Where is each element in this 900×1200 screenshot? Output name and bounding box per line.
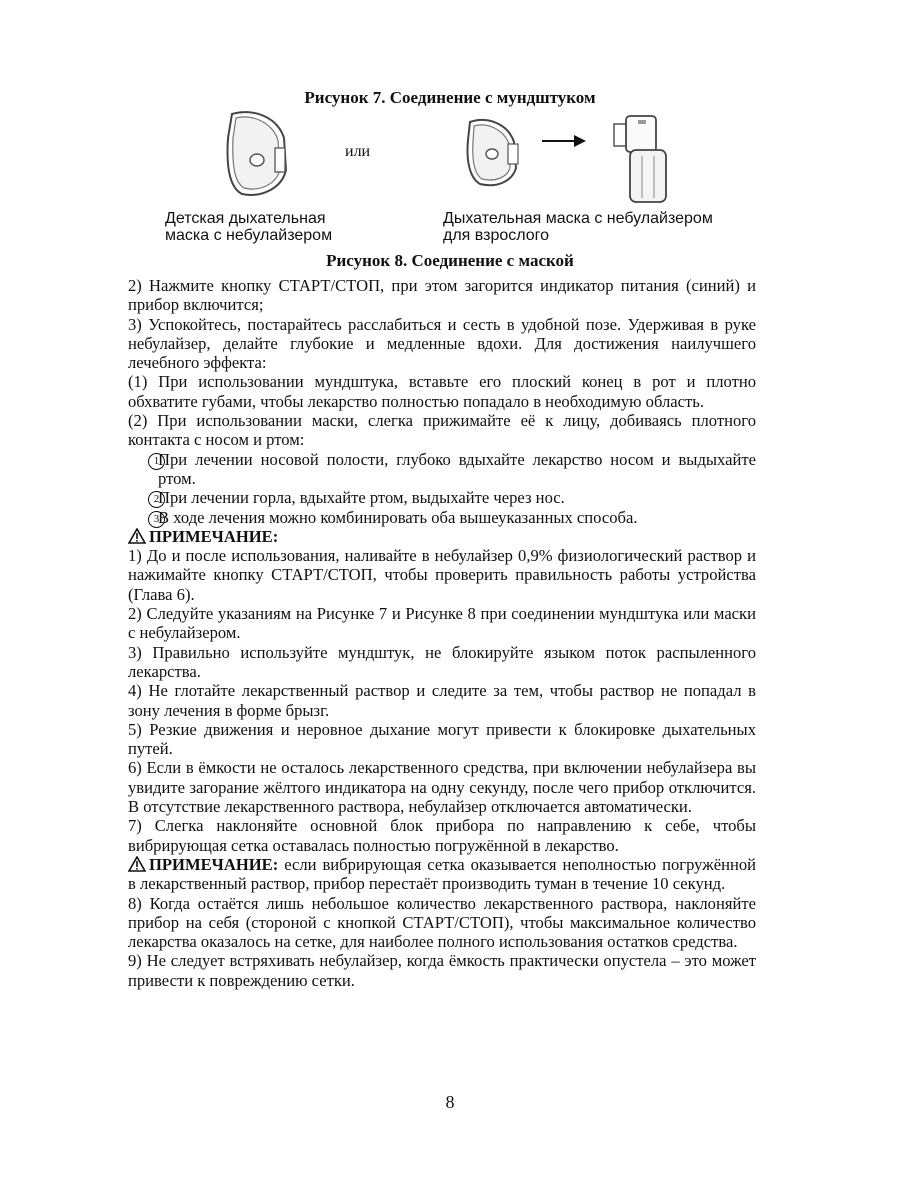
note-item: 9) Не следует встряхивать небулайзер, когда ёмкость практически опустела – это может привести к повреждению сетки. — [128, 951, 756, 990]
child-mask-label: Детская дыхательная маска с небулайзером — [165, 210, 333, 244]
note-item: 5) Резкие движения и неровное дыхание могут привести к блокировке дыхательных путей. — [128, 719, 756, 759]
warning-icon — [128, 856, 146, 872]
paragraph: 3) Успокойтесь, постарайтесь расслабиться и сесть в удобной позе. Удерживая в руке небулайзер, делайте глубокие и медленные вдохи. Для достижения наилучшего лечебного эффекта: — [128, 314, 756, 373]
paragraph: (1) При использовании мундштука, вставьте его плоский конец в рот и плотно обхватите губами, чтобы лекарство полностью попадало в необходимую область. — [128, 372, 756, 411]
nebulizer-device-illustration — [612, 110, 674, 206]
circled-number: 3 — [148, 511, 165, 528]
note-item: 4) Не глотайте лекарственный раствор и следите за тем, чтобы раствор не попадал в зону лечения в форме брызг. — [128, 681, 756, 720]
paragraph: (2) При использовании маски, слегка прижимайте её к лицу, добиваясь плотного контакта с носом и ртом: — [128, 411, 756, 450]
warning-icon — [128, 528, 146, 544]
note-heading: ПРИМЕЧАНИЕ: — [128, 527, 756, 546]
adult-mask-label: Дыхательная маска с небулайзером для взрослого — [443, 210, 713, 244]
page-number: 8 — [445, 1092, 455, 1112]
inline-note: ПРИМЕЧАНИЕ: если вибрирующая сетка оказывается неполностью погружённой в лекарственный раствор, прибор перестаёт производить туман в течение 10 секунд. — [128, 854, 757, 894]
adult-mask-illustration — [462, 116, 524, 188]
circled-number: 1 — [148, 453, 165, 470]
or-label: или — [345, 143, 371, 160]
sub-item: 2 При лечении горла, вдыхайте ртом, выдыхайте через нос. — [128, 488, 756, 507]
instructions-text — [128, 276, 756, 990]
arrow-right-icon — [542, 134, 586, 148]
paragraph: 2) Нажмите кнопку СТАРТ/СТОП, при этом загорится индикатор питания (синий) и прибор включится; — [128, 276, 756, 315]
note-item: 6) Если в ёмкости не осталось лекарственного средства, при включении небулайзера вы увидите загорание жёлтого индикатора на одну секунду, после чего прибор отключится. В отсутствие лекарственного раствора, небулайзер отключается автоматически. — [128, 758, 756, 817]
circled-number: 2 — [148, 491, 165, 508]
figure7-caption: Рисунок 7. Соединение с мундштуком — [304, 88, 596, 107]
note-item: 1) До и после использования, наливайте в небулайзер 0,9% физиологический раствор и нажимайте кнопку СТАРТ/СТОП, чтобы проверить правильность работы устройства (Глава 6). — [128, 546, 756, 604]
note-item: 2) Следуйте указаниям на Рисунке 7 и Рисунке 8 при соединении мундштука или маски с небулайзером. — [128, 604, 756, 643]
figure8-caption: Рисунок 8. Соединение с маской — [326, 251, 574, 270]
child-mask-illustration — [222, 108, 292, 200]
note-item: 3) Правильно используйте мундштук, не блокируйте языком поток распыленного лекарства. — [128, 642, 756, 681]
sub-item: 1 При лечении носовой полости, глубоко вдыхайте лекарство носом и выдыхайте ртом. — [128, 450, 756, 489]
note-item: 8) Когда остаётся лишь небольшое количество лекарственного раствора, наклоняйте прибор на себя (стороной с кнопкой СТАРТ/СТОП), чтобы максимальное количество лекарства оказалось на сетке, для наиболее полного использования остатков средства. — [128, 893, 756, 952]
note-item: 7) Слегка наклоняйте основной блок прибора по направлению к себе, чтобы вибрирующая сетка оставалась полностью погружённой в лекарство. — [128, 816, 756, 855]
sub-item: 3 В ходе лечения можно комбинировать оба вышеуказанных способа. — [128, 508, 756, 527]
